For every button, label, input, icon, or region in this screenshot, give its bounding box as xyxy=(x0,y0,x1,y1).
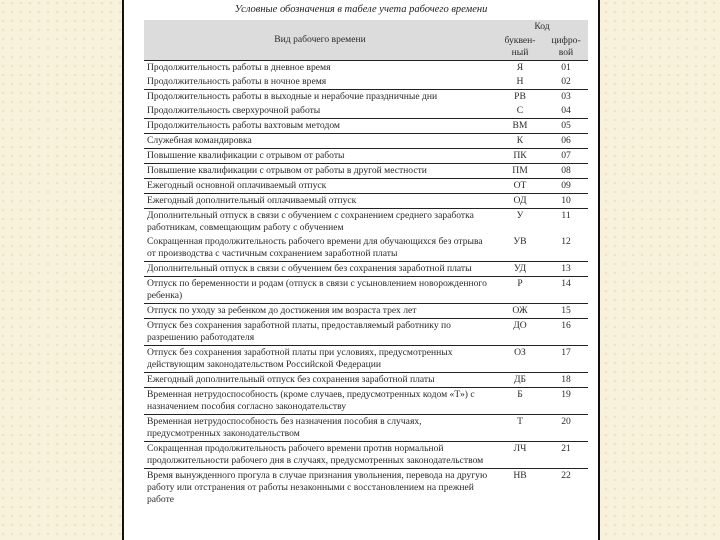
cell-digit: 11 xyxy=(544,209,588,236)
cell-letter: ОЗ xyxy=(496,346,544,373)
header-digit: цифро-вой xyxy=(544,34,588,61)
cell-name: Сокращенная продолжительность рабочего времени против нормальной продолжительности рабочего дня в случаях, предусмотренных законодательством xyxy=(144,442,496,469)
cell-letter: ОЖ xyxy=(496,304,544,319)
header-code: Код xyxy=(496,20,588,34)
cell-name: Отпуск без сохранения заработной платы, предоставляемый работнику по разрешению работодателя xyxy=(144,319,496,346)
cell-letter: ДО xyxy=(496,319,544,346)
cell-name: Отпуск без сохранения заработной платы при условиях, предусмотренных действующим законодательством Российской Федерации xyxy=(144,346,496,373)
table-row xyxy=(144,179,588,194)
cell-digit: 19 xyxy=(544,388,588,415)
cell-digit: 15 xyxy=(544,304,588,319)
cell-letter: ВМ xyxy=(496,119,544,134)
cell-digit: 12 xyxy=(561,236,571,247)
cell-name: Отпуск по уходу за ребенком до достижения им возраста трех лет xyxy=(144,304,496,319)
cell-name: Сокращенная продолжительность рабочего времени для обучающихся без отрыва от производства с частичным сохранением заработной платы xyxy=(147,236,483,259)
table-row xyxy=(144,388,588,415)
cell-letter: НВ xyxy=(496,469,544,508)
table-row xyxy=(144,277,588,304)
table-row xyxy=(144,442,588,469)
cell-digit: 08 xyxy=(544,164,588,179)
cell-digit: 09 xyxy=(544,179,588,194)
cell-letter: С xyxy=(516,105,524,116)
table-row xyxy=(144,90,588,105)
cell-letter: Н xyxy=(516,76,524,87)
header-letter: буквен-ный xyxy=(496,34,544,61)
cell-letter: К xyxy=(496,134,544,149)
table-row xyxy=(144,149,588,164)
cell-letter: Р xyxy=(496,277,544,304)
table-row xyxy=(144,262,588,277)
cell-name: Повышение квалификации с отрывом от работы xyxy=(144,149,496,164)
cell-digit: 20 xyxy=(544,415,588,442)
cell-letter: ДБ xyxy=(496,373,544,388)
cell-letter: ЛЧ xyxy=(496,442,544,469)
cell-digit: 06 xyxy=(544,134,588,149)
cell-name: Временная нетрудоспособность без назначения пособия в случаях, предусмотренных законодательством xyxy=(144,415,496,442)
cell-letter: ПМ xyxy=(496,164,544,179)
cell-digit: 07 xyxy=(544,149,588,164)
table-row xyxy=(144,164,588,179)
cell-digit: 01 xyxy=(544,61,588,76)
cell-name: Продолжительность сверхурочной работы xyxy=(147,105,321,116)
cell-digit: 13 xyxy=(544,262,588,277)
cell-digit: 17 xyxy=(544,346,588,373)
table-row xyxy=(144,119,588,134)
cell-name: Отпуск по беременности и родам (отпуск в связи с усыновлением новорожденного ребенка) xyxy=(144,277,496,304)
cell-digit: 14 xyxy=(544,277,588,304)
cell-letter: ОД xyxy=(496,194,544,209)
table-row xyxy=(144,304,588,319)
table-row xyxy=(144,235,588,262)
cell-name: Продолжительность работы в выходные и нерабочие праздничные дни xyxy=(144,90,496,105)
cell-digit: 04 xyxy=(561,105,571,116)
cell-digit: 16 xyxy=(544,319,588,346)
table-row xyxy=(144,469,588,508)
cell-letter: Т xyxy=(496,415,544,442)
cell-name: Повышение квалификации с отрывом от работы в другой местности xyxy=(144,164,496,179)
cell-name: Служебная командировка xyxy=(144,134,496,149)
slide-panel xyxy=(122,0,600,540)
cell-name: Продолжительность работы вахтовым методом xyxy=(144,119,496,134)
header-type: Вид рабочего времени xyxy=(144,20,496,61)
table-row xyxy=(144,319,588,346)
cell-name: Дополнительный отпуск в связи с обучением без сохранения заработной платы xyxy=(144,262,496,277)
table-row xyxy=(144,104,588,119)
cell-digit: 02 xyxy=(561,76,571,87)
table-row xyxy=(144,61,588,76)
cell-digit: 22 xyxy=(544,469,588,508)
cell-digit: 10 xyxy=(544,194,588,209)
cell-letter: ПК xyxy=(496,149,544,164)
cell-letter: РВ xyxy=(496,90,544,105)
cell-letter: УД xyxy=(496,262,544,277)
cell-name: Продолжительность работы в дневное время xyxy=(144,61,496,76)
table-row xyxy=(144,209,588,236)
timesheet-codes-table xyxy=(144,20,588,507)
cell-digit: 05 xyxy=(544,119,588,134)
cell-letter: У xyxy=(496,209,544,236)
cell-name: Время вынужденного прогула в случае признания увольнения, перевода на другую работу или отстранения от работы незаконными с восстановлением на прежней работе xyxy=(144,469,496,508)
cell-name: Ежегодный дополнительный отпуск без сохранения заработной платы xyxy=(144,373,496,388)
cell-digit: 18 xyxy=(544,373,588,388)
cell-digit: 21 xyxy=(544,442,588,469)
table-row xyxy=(144,373,588,388)
table-row xyxy=(144,75,588,90)
cell-letter: УВ xyxy=(513,236,527,247)
cell-letter: Б xyxy=(496,388,544,415)
table-row xyxy=(144,346,588,373)
cell-name: Ежегодный основной оплачиваемый отпуск xyxy=(144,179,496,194)
cell-digit: 03 xyxy=(544,90,588,105)
cell-name: Продолжительность работы в ночное время xyxy=(147,76,327,87)
cell-letter: ОТ xyxy=(496,179,544,194)
table-row xyxy=(144,134,588,149)
cell-name: Дополнительный отпуск в связи с обучением с сохранением среднего заработка работникам, совмещающим работу с обучением xyxy=(144,209,496,236)
table-title: Условные обозначения в табеле учета рабочего времени xyxy=(234,4,488,15)
table-row xyxy=(144,415,588,442)
cell-name: Ежегодный дополнительный оплачиваемый отпуск xyxy=(144,194,496,209)
table-row xyxy=(144,194,588,209)
cell-name: Временная нетрудоспособность (кроме случаев, предусмотренных кодом «Т») с назначением пособия согласно законодательству xyxy=(144,388,496,415)
cell-letter: Я xyxy=(496,61,544,76)
